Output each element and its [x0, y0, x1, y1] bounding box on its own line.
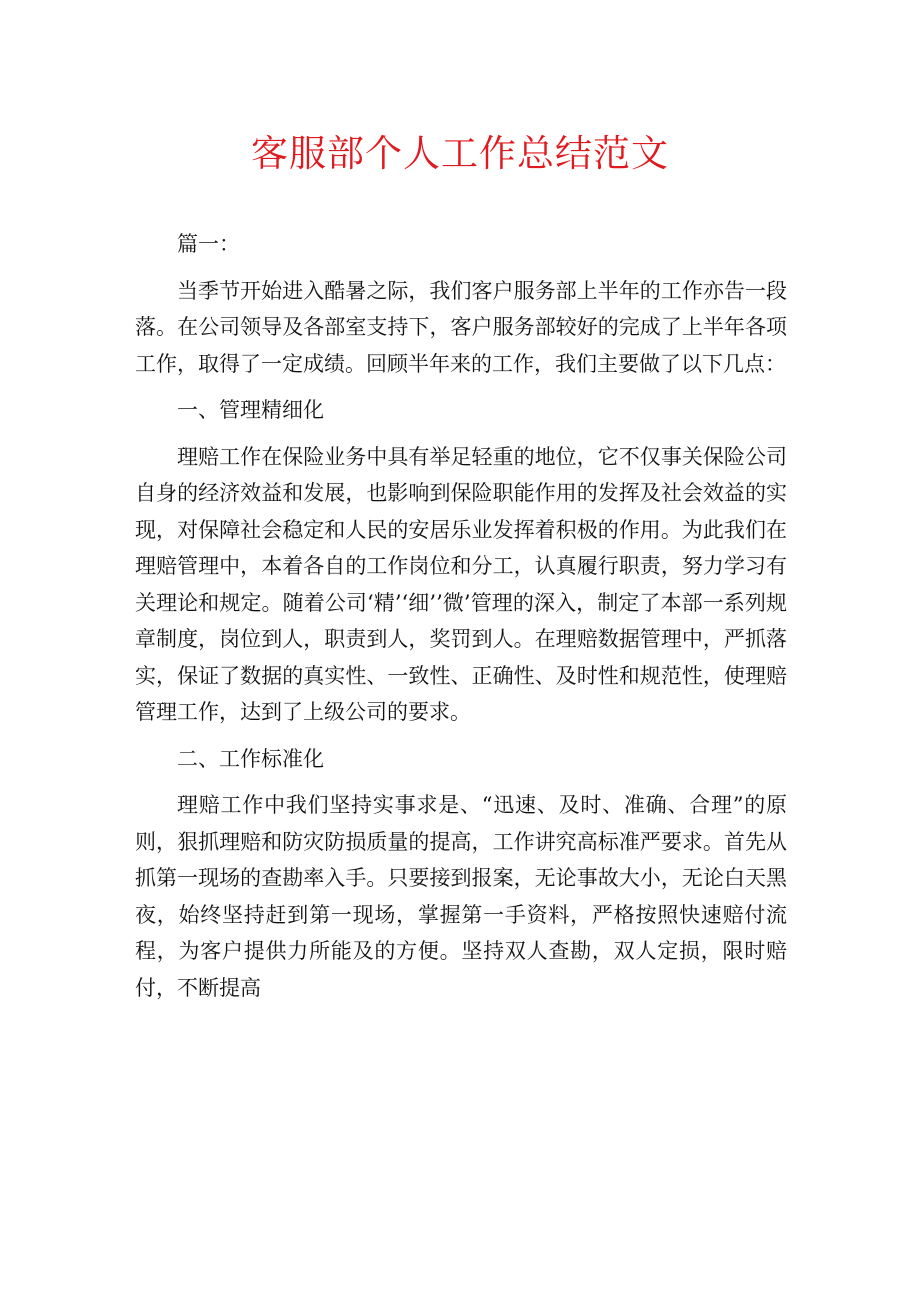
document-title: 客服部个人工作总结范文	[251, 132, 669, 175]
paragraph-intro: 当季节开始进入酷暑之际，我们客户服务部上半年的工作亦告一段落。在公司领导及各部室支持下，客户服务部较好的完成了上半年各项工作，取得了一定成绩。回顾半年来的工作，我们主要做了以下几点：	[135, 278, 787, 376]
section-heading-2: 二、工作标准化	[177, 746, 324, 771]
paragraph-section-1: 理赔工作在保险业务中具有举足轻重的地位，它不仅事关保险公司自身的经济效益和发展，也影响到保险职能作用的发挥及社会效益的实现，对保障社会稳定和人民的安居乐业发挥着积极的作用。为此我们在理赔管理中，本着各自的工作岗位和分工，认真履行职责，努力学习有关理论和规定。随着公司‘精’‘细’’微’管理的深入，制定了本部一系列规章制度，岗位到人，职责到人，奖罚到人。在理赔数据管理中，严抓落实，保证了数据的真实性、一致性、正确性、及时性和规范性，使理赔管理工作，达到了上级公司的要求。	[135, 444, 787, 724]
paragraph-section-2: 理赔工作中我们坚持实事求是、“迅速、及时、准确、合理”的原则，狠抓理赔和防灾防损质量的提高，工作讲究高标准严要求。首先从抓第一现场的查勘率入手。只要接到报案，无论事故大小，无论白天黑夜，始终坚持赶到第一现场，掌握第一手资料，严格按照快速赔付流程，为客户提供力所能及的方便。坚持双人查勘，双人定损，限时赔付，不断提高	[135, 793, 787, 1000]
document-body	[135, 226, 787, 1016]
section-heading-1: 一、管理精细化	[177, 398, 324, 422]
paragraph-part-label: 篇一：	[177, 232, 240, 256]
